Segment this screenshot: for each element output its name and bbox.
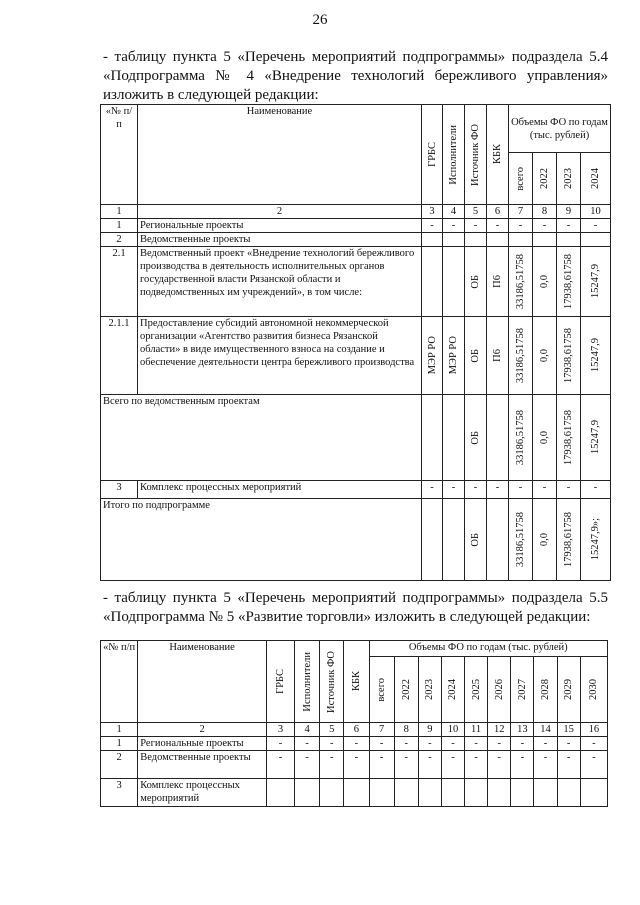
isp-cell: МЭР РО xyxy=(443,317,465,395)
intro-text-2: - таблицу пункта 5 «Перечень мероприятий подпрограммы» подраздела 5.5 «Подпрограмма № 5 «Развитие торговли» изложить в следующей редакции: xyxy=(103,590,608,625)
index-cell: 9 xyxy=(418,723,441,737)
intro-paragraph-2 xyxy=(103,589,608,627)
index-cell: 9 xyxy=(557,205,581,219)
kbk-cell: П6 xyxy=(487,317,509,395)
header-num: «№ п/п xyxy=(101,105,138,205)
index-cell: 8 xyxy=(533,205,557,219)
table-subprogram-4 xyxy=(100,104,611,581)
index-cell: 7 xyxy=(369,723,394,737)
dash-cell: - xyxy=(266,737,294,751)
dash-cell: - xyxy=(465,737,488,751)
header-volumes: Объемы ФО по годам (тыс. рублей) xyxy=(369,641,608,657)
source-cell: ОБ xyxy=(465,499,487,581)
dash-cell: - xyxy=(581,219,611,233)
total-cell: 33186,51758 xyxy=(509,247,533,317)
table-row xyxy=(101,779,608,807)
table-row xyxy=(101,751,608,779)
dash-cell: - xyxy=(443,481,465,499)
dash-cell: - xyxy=(295,751,320,779)
year-2024-cell: 15247,9 xyxy=(581,317,611,395)
header-num: «№ п/п xyxy=(101,641,138,723)
dash-cell: - xyxy=(533,219,557,233)
dash-cell: - xyxy=(534,751,557,779)
dash-cell: - xyxy=(580,751,607,779)
page-number: 26 xyxy=(312,12,328,28)
dash-cell: - xyxy=(557,219,581,233)
index-cell: 8 xyxy=(394,723,418,737)
header-total: всего xyxy=(369,657,394,723)
header-year: 2023 xyxy=(418,657,441,723)
header-year-2023: 2023 xyxy=(557,153,581,205)
dash-cell: - xyxy=(487,219,509,233)
table-row xyxy=(101,247,611,317)
header-kbk: КБК xyxy=(344,641,369,723)
header-isp: Исполнители xyxy=(295,641,320,723)
row-num: 2.1.1 xyxy=(101,317,138,395)
dash-cell: - xyxy=(394,751,418,779)
dash-cell: - xyxy=(394,737,418,751)
dash-cell: - xyxy=(533,481,557,499)
year-2022-cell: 0,0 xyxy=(533,247,557,317)
header-name: Наименование xyxy=(138,105,422,205)
header-ist: Источник ФО xyxy=(465,105,487,205)
header-year: 2028 xyxy=(534,657,557,723)
index-cell: 5 xyxy=(465,205,487,219)
row-num: 3 xyxy=(101,481,138,499)
dash-cell: - xyxy=(511,751,534,779)
row-name: Ведомственный проект «Внедрение технологий бережливого производства в деятельность исполнительных органов государственной власти Рязанской области и подведомственных им учреждений», в том числе: xyxy=(138,247,422,317)
index-cell: 6 xyxy=(344,723,369,737)
index-cell: 15 xyxy=(557,723,580,737)
header-year: 2027 xyxy=(511,657,534,723)
header-year: 2026 xyxy=(488,657,511,723)
table-row xyxy=(101,737,608,751)
table-row xyxy=(101,317,611,395)
total-cell: 33186,51758 xyxy=(509,499,533,581)
dash-cell: - xyxy=(581,481,611,499)
header-isp: Исполнители xyxy=(443,105,465,205)
row-name: Ведомственные проекты xyxy=(138,751,267,779)
row-name: Региональные проекты xyxy=(138,219,422,233)
dash-cell: - xyxy=(557,481,581,499)
index-cell: 13 xyxy=(511,723,534,737)
dash-cell: - xyxy=(509,481,533,499)
row-name: Итого по подпрограмме xyxy=(101,499,422,581)
kbk-cell: П6 xyxy=(487,247,509,317)
header-kbk: КБК xyxy=(487,105,509,205)
dash-cell: - xyxy=(488,737,511,751)
dash-cell: - xyxy=(443,219,465,233)
table-subprogram-5 xyxy=(100,640,608,807)
grbs-cell: МЭР РО xyxy=(422,317,443,395)
header-year-2022: 2022 xyxy=(533,153,557,205)
dash-cell: - xyxy=(441,737,464,751)
index-cell: 3 xyxy=(422,205,443,219)
dash-cell: - xyxy=(487,481,509,499)
dash-cell: - xyxy=(534,737,557,751)
index-row xyxy=(101,205,611,219)
dash-cell: - xyxy=(557,737,580,751)
dash-cell: - xyxy=(295,737,320,751)
index-cell: 1 xyxy=(101,205,138,219)
row-num: 1 xyxy=(101,219,138,233)
index-cell: 3 xyxy=(266,723,294,737)
total-cell: 33186,51758 xyxy=(509,317,533,395)
year-2023-cell: 17938,61758 xyxy=(557,395,581,481)
dash-cell: - xyxy=(344,751,369,779)
index-row xyxy=(101,723,608,737)
table-row xyxy=(101,481,611,499)
year-2022-cell: 0,0 xyxy=(533,317,557,395)
table-row xyxy=(101,219,611,233)
dash-cell: - xyxy=(511,737,534,751)
header-total: всего xyxy=(509,153,533,205)
index-cell: 10 xyxy=(441,723,464,737)
header-name: Наименование xyxy=(138,641,267,723)
index-cell: 4 xyxy=(443,205,465,219)
dash-cell: - xyxy=(344,737,369,751)
intro-paragraph-1 xyxy=(103,48,608,105)
dash-cell: - xyxy=(418,737,441,751)
dash-cell: - xyxy=(580,737,607,751)
dash-cell: - xyxy=(369,751,394,779)
index-cell: 5 xyxy=(320,723,344,737)
index-cell: 10 xyxy=(581,205,611,219)
row-num: 3 xyxy=(101,779,138,807)
year-2024-cell: 15247,9 xyxy=(581,395,611,481)
index-cell: 6 xyxy=(487,205,509,219)
source-cell: ОБ xyxy=(465,317,487,395)
year-2022-cell: 0,0 xyxy=(533,395,557,481)
row-name: Предоставление субсидий автономной некоммерческой организации «Агентство развития бизнеса Рязанской области» в виде имущественного взноса на создание и обеспечение деятельности центра бережливого производства xyxy=(138,317,422,395)
header-grbs: ГРБС xyxy=(422,105,443,205)
dash-cell: - xyxy=(557,751,580,779)
index-cell: 16 xyxy=(580,723,607,737)
year-2022-cell: 0,0 xyxy=(533,499,557,581)
dash-cell: - xyxy=(422,219,443,233)
row-name: Комплекс процессных мероприятий xyxy=(138,481,422,499)
dash-cell: - xyxy=(266,751,294,779)
dash-cell: - xyxy=(320,737,344,751)
table-row xyxy=(101,233,611,247)
year-2024-cell: 15247,9»; xyxy=(581,499,611,581)
header-volumes: Объемы ФО по годам (тыс. рублей) xyxy=(509,105,611,153)
dash-cell: - xyxy=(488,751,511,779)
header-year: 2022 xyxy=(394,657,418,723)
row-num: 2.1 xyxy=(101,247,138,317)
total-cell: 33186,51758 xyxy=(509,395,533,481)
header-year: 2030 xyxy=(580,657,607,723)
table-row xyxy=(101,395,611,481)
header-year-2024: 2024 xyxy=(581,153,611,205)
dash-cell: - xyxy=(509,219,533,233)
row-name: Комплекс процессных мероприятий xyxy=(138,779,267,807)
dash-cell: - xyxy=(465,481,487,499)
row-num: 2 xyxy=(101,233,138,247)
row-num: 1 xyxy=(101,737,138,751)
source-cell: ОБ xyxy=(465,247,487,317)
dash-cell: - xyxy=(320,751,344,779)
intro-text-1: - таблицу пункта 5 «Перечень мероприятий подпрограммы» подраздела 5.4 «Подпрограмма № 4 «Внедрение технологий бережливого управления» изложить в следующей редакции: xyxy=(103,49,608,103)
header-year: 2029 xyxy=(557,657,580,723)
index-cell: 11 xyxy=(465,723,488,737)
dash-cell: - xyxy=(465,751,488,779)
dash-cell: - xyxy=(418,751,441,779)
header-year: 2024 xyxy=(441,657,464,723)
header-grbs: ГРБС xyxy=(266,641,294,723)
year-2023-cell: 17938,61758 xyxy=(557,247,581,317)
table-row xyxy=(101,499,611,581)
dash-cell: - xyxy=(441,751,464,779)
index-cell: 1 xyxy=(101,723,138,737)
year-2023-cell: 17938,61758 xyxy=(557,499,581,581)
source-cell: ОБ xyxy=(465,395,487,481)
year-2023-cell: 17938,61758 xyxy=(557,317,581,395)
index-cell: 4 xyxy=(295,723,320,737)
dash-cell: - xyxy=(369,737,394,751)
year-2024-cell: 15247,9 xyxy=(581,247,611,317)
header-ist: Источник ФО xyxy=(320,641,344,723)
header-year: 2025 xyxy=(465,657,488,723)
index-cell: 14 xyxy=(534,723,557,737)
index-cell: 7 xyxy=(509,205,533,219)
row-name: Региональные проекты xyxy=(138,737,267,751)
index-cell: 2 xyxy=(138,723,267,737)
row-name: Ведомственные проекты xyxy=(138,233,422,247)
index-cell: 12 xyxy=(488,723,511,737)
row-num: 2 xyxy=(101,751,138,779)
row-name: Всего по ведомственным проектам xyxy=(101,395,422,481)
index-cell: 2 xyxy=(138,205,422,219)
dash-cell: - xyxy=(465,219,487,233)
dash-cell: - xyxy=(422,481,443,499)
